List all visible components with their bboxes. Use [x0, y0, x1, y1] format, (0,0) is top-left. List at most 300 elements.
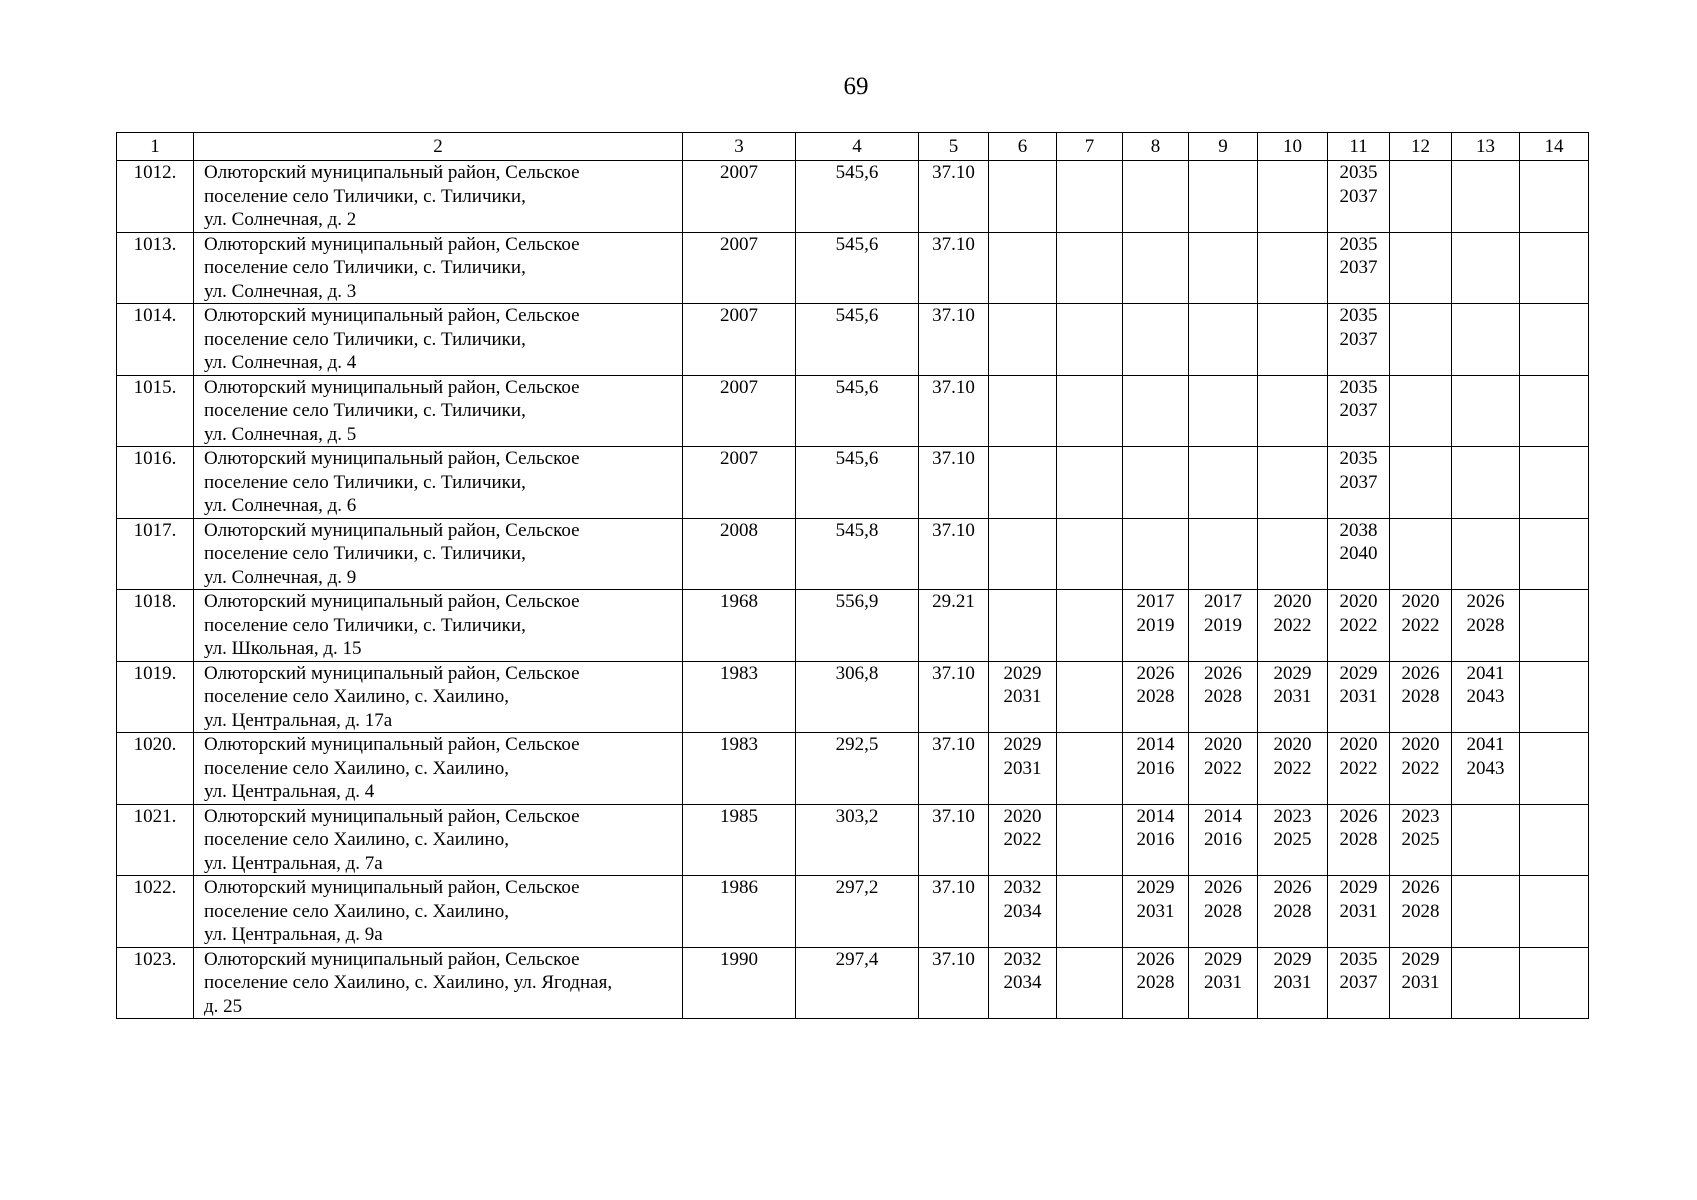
period-year: 2029 [1136, 877, 1175, 898]
period-year: 2037 [1339, 400, 1378, 421]
period-cell-c6 [989, 947, 1057, 1019]
address-line: Олюторский муниципальный район, Сельское [204, 805, 580, 827]
address-cell [194, 518, 683, 590]
period-cell-c7 [1057, 518, 1123, 590]
period-year: 2023 [1273, 805, 1312, 827]
period-year: 2022 [1339, 757, 1378, 779]
period-cell-c11 [1328, 304, 1390, 376]
address-line: Олюторский муниципальный район, Сельское [204, 448, 580, 469]
address-cell [194, 733, 683, 805]
period-year: 2026 [1136, 948, 1175, 970]
period-cell-c12 [1390, 804, 1452, 876]
build-year-cell: 2007 [683, 447, 796, 519]
period-cell-c10 [1258, 947, 1328, 1019]
area-cell: 303,2 [796, 804, 919, 876]
period-year: 2029 [1003, 662, 1042, 684]
address-line: поселение село Хаилино, с. Хаилино, ул. Ягодная, [204, 972, 613, 993]
period-year: 2028 [1204, 900, 1242, 922]
period-year: 2028 [1136, 972, 1175, 993]
code-cell: 37.10 [919, 447, 989, 519]
code-cell: 37.10 [919, 304, 989, 376]
period-year: 2035 [1339, 162, 1378, 183]
period-cell-c7 [1057, 447, 1123, 519]
address-line: поселение село Тиличики, с. Тиличики, [204, 400, 526, 421]
period-cell-c6 [989, 518, 1057, 590]
period-cell-c11 [1328, 447, 1390, 519]
period-year: 2034 [1003, 972, 1042, 993]
period-year: 2037 [1339, 972, 1378, 993]
period-year: 2037 [1339, 328, 1378, 350]
period-year: 2022 [1003, 829, 1042, 850]
column-header: 3 [683, 133, 796, 161]
table-row [117, 232, 1589, 304]
row-number-cell: 1012. [117, 161, 194, 233]
period-year: 2041 [1466, 662, 1505, 684]
period-year: 2020 [1273, 591, 1312, 612]
period-cell-c13 [1452, 375, 1520, 447]
address-cell [194, 232, 683, 304]
period-year: 2031 [1273, 686, 1312, 707]
address-line: поселение село Тиличики, с. Тиличики, [204, 543, 526, 564]
period-cell-c11 [1328, 804, 1390, 876]
period-cell-c9 [1189, 375, 1258, 447]
period-year: 2031 [1273, 972, 1312, 993]
period-cell-c8 [1123, 518, 1189, 590]
address-line: ул. Центральная, д. 7а [204, 852, 383, 874]
table-row [117, 661, 1589, 733]
period-year: 2020 [1339, 591, 1378, 612]
period-year: 2031 [1204, 972, 1242, 993]
table-row [117, 375, 1589, 447]
period-cell-c13 [1452, 733, 1520, 805]
address-line: поселение село Хаилино, с. Хаилино, [204, 900, 509, 922]
table-row [117, 447, 1589, 519]
address-line: Олюторский муниципальный район, Сельское [204, 591, 580, 612]
area-cell: 545,6 [796, 304, 919, 376]
period-year: 2031 [1003, 757, 1042, 779]
address-line: Олюторский муниципальный район, Сельское [204, 233, 580, 255]
period-cell-c8 [1123, 232, 1189, 304]
period-year: 2022 [1339, 614, 1378, 636]
address-line: поселение село Хаилино, с. Хаилино, [204, 686, 509, 707]
period-year: 2035 [1339, 376, 1378, 398]
row-number-cell: 1023. [117, 947, 194, 1019]
period-cell-c10 [1258, 304, 1328, 376]
period-cell-c9 [1189, 876, 1258, 948]
period-year: 2020 [1204, 734, 1242, 755]
period-cell-c11 [1328, 518, 1390, 590]
period-cell-c9 [1189, 232, 1258, 304]
address-cell [194, 661, 683, 733]
period-cell-c13 [1452, 161, 1520, 233]
period-cell-c8 [1123, 876, 1189, 948]
period-cell-c8 [1123, 161, 1189, 233]
period-cell-c14 [1520, 375, 1589, 447]
period-cell-c10 [1258, 161, 1328, 233]
period-cell-c10 [1258, 375, 1328, 447]
period-cell-c13 [1452, 232, 1520, 304]
period-year: 2023 [1401, 805, 1440, 827]
address-line: ул. Солнечная, д. 5 [204, 423, 357, 445]
period-cell-c11 [1328, 947, 1390, 1019]
period-cell-c12 [1390, 590, 1452, 662]
area-cell: 545,6 [796, 232, 919, 304]
build-year-cell: 2008 [683, 518, 796, 590]
period-year: 2029 [1204, 948, 1242, 970]
table-row [117, 304, 1589, 376]
period-year: 2019 [1136, 614, 1175, 636]
period-year: 2037 [1339, 257, 1378, 278]
period-cell-c12 [1390, 447, 1452, 519]
address-cell [194, 876, 683, 948]
address-line: ул. Солнечная, д. 9 [204, 566, 357, 588]
period-cell-c7 [1057, 804, 1123, 876]
area-cell: 545,6 [796, 375, 919, 447]
address-line: ул. Центральная, д. 4 [204, 781, 375, 802]
period-year: 2029 [1339, 662, 1378, 684]
period-cell-c6 [989, 733, 1057, 805]
period-cell-c14 [1520, 733, 1589, 805]
period-cell-c13 [1452, 804, 1520, 876]
period-cell-c7 [1057, 590, 1123, 662]
period-cell-c14 [1520, 447, 1589, 519]
period-cell-c10 [1258, 590, 1328, 662]
code-cell: 37.10 [919, 804, 989, 876]
period-cell-c13 [1452, 518, 1520, 590]
address-line: ул. Солнечная, д. 6 [204, 495, 357, 516]
row-number-cell: 1017. [117, 518, 194, 590]
period-year: 2026 [1339, 805, 1378, 827]
address-line: Олюторский муниципальный район, Сельское [204, 376, 580, 398]
column-header-row [117, 133, 1589, 161]
area-cell: 297,4 [796, 947, 919, 1019]
period-cell-c9 [1189, 304, 1258, 376]
period-year: 2029 [1339, 877, 1378, 898]
period-cell-c12 [1390, 947, 1452, 1019]
period-cell-c8 [1123, 590, 1189, 662]
period-year: 2032 [1003, 948, 1042, 970]
table-row [117, 518, 1589, 590]
period-cell-c14 [1520, 947, 1589, 1019]
address-line: поселение село Тиличики, с. Тиличики, [204, 328, 526, 350]
period-cell-c12 [1390, 518, 1452, 590]
period-year: 2028 [1339, 829, 1378, 850]
period-cell-c14 [1520, 232, 1589, 304]
period-year: 2014 [1136, 734, 1175, 755]
address-line: поселение село Хаилино, с. Хаилино, [204, 757, 509, 779]
period-year: 2025 [1401, 829, 1440, 850]
address-line: ул. Центральная, д. 17а [204, 709, 393, 731]
period-cell-c13 [1452, 947, 1520, 1019]
period-cell-c9 [1189, 161, 1258, 233]
period-year: 2022 [1401, 757, 1440, 779]
column-header: 6 [989, 133, 1057, 161]
address-line: Олюторский муниципальный район, Сельское [204, 734, 580, 755]
build-year-cell: 1983 [683, 661, 796, 733]
period-year: 2016 [1136, 757, 1175, 779]
code-cell: 37.10 [919, 876, 989, 948]
period-cell-c14 [1520, 590, 1589, 662]
period-cell-c7 [1057, 947, 1123, 1019]
period-cell-c7 [1057, 375, 1123, 447]
period-cell-c11 [1328, 590, 1390, 662]
address-line: поселение село Хаилино, с. Хаилино, [204, 829, 509, 850]
row-number-cell: 1022. [117, 876, 194, 948]
period-cell-c7 [1057, 232, 1123, 304]
period-cell-c10 [1258, 447, 1328, 519]
period-cell-c12 [1390, 661, 1452, 733]
period-cell-c12 [1390, 876, 1452, 948]
period-cell-c7 [1057, 876, 1123, 948]
code-cell: 37.10 [919, 518, 989, 590]
row-number-cell: 1013. [117, 232, 194, 304]
area-cell: 556,9 [796, 590, 919, 662]
period-cell-c8 [1123, 733, 1189, 805]
period-cell-c8 [1123, 661, 1189, 733]
period-cell-c13 [1452, 876, 1520, 948]
period-cell-c8 [1123, 375, 1189, 447]
period-cell-c10 [1258, 518, 1328, 590]
period-cell-c6 [989, 232, 1057, 304]
row-number-cell: 1014. [117, 304, 194, 376]
address-line: ул. Центральная, д. 9а [204, 924, 383, 945]
period-cell-c8 [1123, 804, 1189, 876]
period-year: 2028 [1401, 686, 1440, 707]
period-cell-c13 [1452, 590, 1520, 662]
period-year: 2043 [1466, 686, 1505, 707]
period-year: 2037 [1339, 471, 1378, 493]
code-cell: 37.10 [919, 947, 989, 1019]
column-header: 4 [796, 133, 919, 161]
period-cell-c6 [989, 590, 1057, 662]
period-cell-c10 [1258, 733, 1328, 805]
period-cell-c6 [989, 161, 1057, 233]
period-year: 2022 [1401, 614, 1440, 636]
address-line: Олюторский муниципальный район, Сельское [204, 162, 580, 183]
period-year: 2020 [1401, 591, 1440, 612]
period-year: 2026 [1204, 877, 1242, 898]
period-cell-c10 [1258, 661, 1328, 733]
period-year: 2031 [1136, 900, 1175, 922]
row-number-cell: 1019. [117, 661, 194, 733]
period-cell-c12 [1390, 161, 1452, 233]
area-cell: 545,8 [796, 518, 919, 590]
period-cell-c7 [1057, 161, 1123, 233]
period-year: 2026 [1401, 877, 1440, 898]
period-cell-c6 [989, 661, 1057, 733]
period-cell-c11 [1328, 375, 1390, 447]
period-year: 2026 [1401, 662, 1440, 684]
column-header: 1 [117, 133, 194, 161]
period-year: 2028 [1466, 614, 1505, 636]
address-cell [194, 947, 683, 1019]
period-cell-c6 [989, 304, 1057, 376]
period-year: 2016 [1204, 829, 1242, 850]
address-line: Олюторский муниципальный район, Сельское [204, 877, 580, 898]
period-year: 2019 [1204, 614, 1242, 636]
period-cell-c6 [989, 375, 1057, 447]
period-year: 2031 [1401, 972, 1440, 993]
build-year-cell: 1983 [683, 733, 796, 805]
period-cell-c9 [1189, 733, 1258, 805]
period-year: 2028 [1136, 686, 1175, 707]
period-cell-c11 [1328, 232, 1390, 304]
area-cell: 292,5 [796, 733, 919, 805]
period-year: 2017 [1204, 591, 1242, 612]
address-cell [194, 590, 683, 662]
address-line: поселение село Тиличики, с. Тиличики, [204, 471, 526, 493]
period-year: 2035 [1339, 233, 1378, 255]
period-cell-c11 [1328, 661, 1390, 733]
code-cell: 37.10 [919, 733, 989, 805]
period-cell-c9 [1189, 590, 1258, 662]
row-number-cell: 1015. [117, 375, 194, 447]
period-cell-c14 [1520, 161, 1589, 233]
build-year-cell: 2007 [683, 232, 796, 304]
period-year: 2014 [1136, 805, 1175, 827]
period-year: 2026 [1466, 591, 1505, 612]
period-year: 2035 [1339, 305, 1378, 326]
period-cell-c13 [1452, 447, 1520, 519]
period-cell-c7 [1057, 304, 1123, 376]
area-cell: 297,2 [796, 876, 919, 948]
period-cell-c6 [989, 876, 1057, 948]
address-line: поселение село Тиличики, с. Тиличики, [204, 614, 526, 636]
address-line: Олюторский муниципальный район, Сельское [204, 948, 580, 970]
period-year: 2035 [1339, 948, 1378, 970]
period-year: 2029 [1401, 948, 1440, 970]
column-header: 14 [1520, 133, 1589, 161]
address-cell [194, 447, 683, 519]
period-cell-c14 [1520, 661, 1589, 733]
period-year: 2034 [1003, 900, 1042, 922]
period-cell-c7 [1057, 733, 1123, 805]
period-year: 2028 [1204, 686, 1242, 707]
address-line: Олюторский муниципальный район, Сельское [204, 519, 580, 541]
period-cell-c9 [1189, 804, 1258, 876]
row-number-cell: 1018. [117, 590, 194, 662]
period-cell-c12 [1390, 232, 1452, 304]
period-year: 2035 [1339, 448, 1378, 469]
period-year: 2037 [1339, 185, 1378, 207]
period-cell-c8 [1123, 947, 1189, 1019]
build-year-cell: 1968 [683, 590, 796, 662]
period-cell-c8 [1123, 447, 1189, 519]
period-cell-c14 [1520, 804, 1589, 876]
area-cell: 306,8 [796, 661, 919, 733]
period-year: 2020 [1273, 734, 1312, 755]
period-year: 2016 [1136, 829, 1175, 850]
column-header: 12 [1390, 133, 1452, 161]
address-line: д. 25 [204, 995, 243, 1017]
area-cell: 545,6 [796, 447, 919, 519]
column-header: 13 [1452, 133, 1520, 161]
table-row [117, 876, 1589, 948]
build-year-cell: 1990 [683, 947, 796, 1019]
code-cell: 37.10 [919, 232, 989, 304]
column-header: 10 [1258, 133, 1328, 161]
housing-register-table [116, 132, 1589, 1019]
period-cell-c12 [1390, 733, 1452, 805]
address-line: ул. Солнечная, д. 4 [204, 352, 357, 373]
column-header: 8 [1123, 133, 1189, 161]
address-cell [194, 161, 683, 233]
period-year: 2026 [1136, 662, 1175, 684]
period-year: 2040 [1339, 543, 1378, 564]
period-year: 2014 [1204, 805, 1242, 827]
table-row [117, 733, 1589, 805]
table-row [117, 804, 1589, 876]
address-line: ул. Солнечная, д. 3 [204, 280, 357, 302]
address-line: ул. Школьная, д. 15 [204, 638, 362, 659]
period-cell-c10 [1258, 232, 1328, 304]
column-header: 11 [1328, 133, 1390, 161]
period-cell-c8 [1123, 304, 1189, 376]
period-cell-c9 [1189, 661, 1258, 733]
column-header: 2 [194, 133, 683, 161]
build-year-cell: 2007 [683, 375, 796, 447]
address-line: поселение село Тиличики, с. Тиличики, [204, 185, 526, 207]
column-header: 7 [1057, 133, 1123, 161]
page-number: 69 [843, 73, 869, 100]
table-row [117, 590, 1589, 662]
period-cell-c11 [1328, 161, 1390, 233]
code-cell: 37.10 [919, 661, 989, 733]
period-cell-c6 [989, 447, 1057, 519]
period-cell-c11 [1328, 733, 1390, 805]
row-number-cell: 1020. [117, 733, 194, 805]
address-line: Олюторский муниципальный район, Сельское [204, 662, 580, 684]
period-year: 2026 [1273, 877, 1312, 898]
period-year: 2029 [1003, 734, 1042, 755]
column-header: 5 [919, 133, 989, 161]
period-year: 2043 [1466, 757, 1505, 779]
period-cell-c14 [1520, 876, 1589, 948]
period-cell-c12 [1390, 375, 1452, 447]
address-cell [194, 804, 683, 876]
period-year: 2041 [1466, 734, 1505, 755]
period-cell-c12 [1390, 304, 1452, 376]
column-header: 9 [1189, 133, 1258, 161]
area-cell: 545,6 [796, 161, 919, 233]
build-year-cell: 2007 [683, 161, 796, 233]
period-cell-c10 [1258, 804, 1328, 876]
period-cell-c10 [1258, 876, 1328, 948]
period-year: 2020 [1003, 805, 1042, 827]
address-cell [194, 375, 683, 447]
period-year: 2020 [1339, 734, 1378, 755]
period-year: 2020 [1401, 734, 1440, 755]
period-year: 2022 [1204, 757, 1242, 779]
table-row [117, 161, 1589, 233]
period-year: 2029 [1273, 662, 1312, 684]
address-cell [194, 304, 683, 376]
code-cell: 37.10 [919, 161, 989, 233]
period-year: 2022 [1273, 614, 1312, 636]
period-cell-c9 [1189, 518, 1258, 590]
period-cell-c7 [1057, 661, 1123, 733]
period-year: 2017 [1136, 591, 1175, 612]
period-year: 2025 [1273, 829, 1312, 850]
address-line: Олюторский муниципальный район, Сельское [204, 305, 580, 326]
period-year: 2026 [1204, 662, 1242, 684]
period-cell-c9 [1189, 947, 1258, 1019]
period-cell-c6 [989, 804, 1057, 876]
period-year: 2031 [1339, 686, 1378, 707]
period-year: 2031 [1003, 686, 1042, 707]
row-number-cell: 1016. [117, 447, 194, 519]
period-year: 2029 [1273, 948, 1312, 970]
